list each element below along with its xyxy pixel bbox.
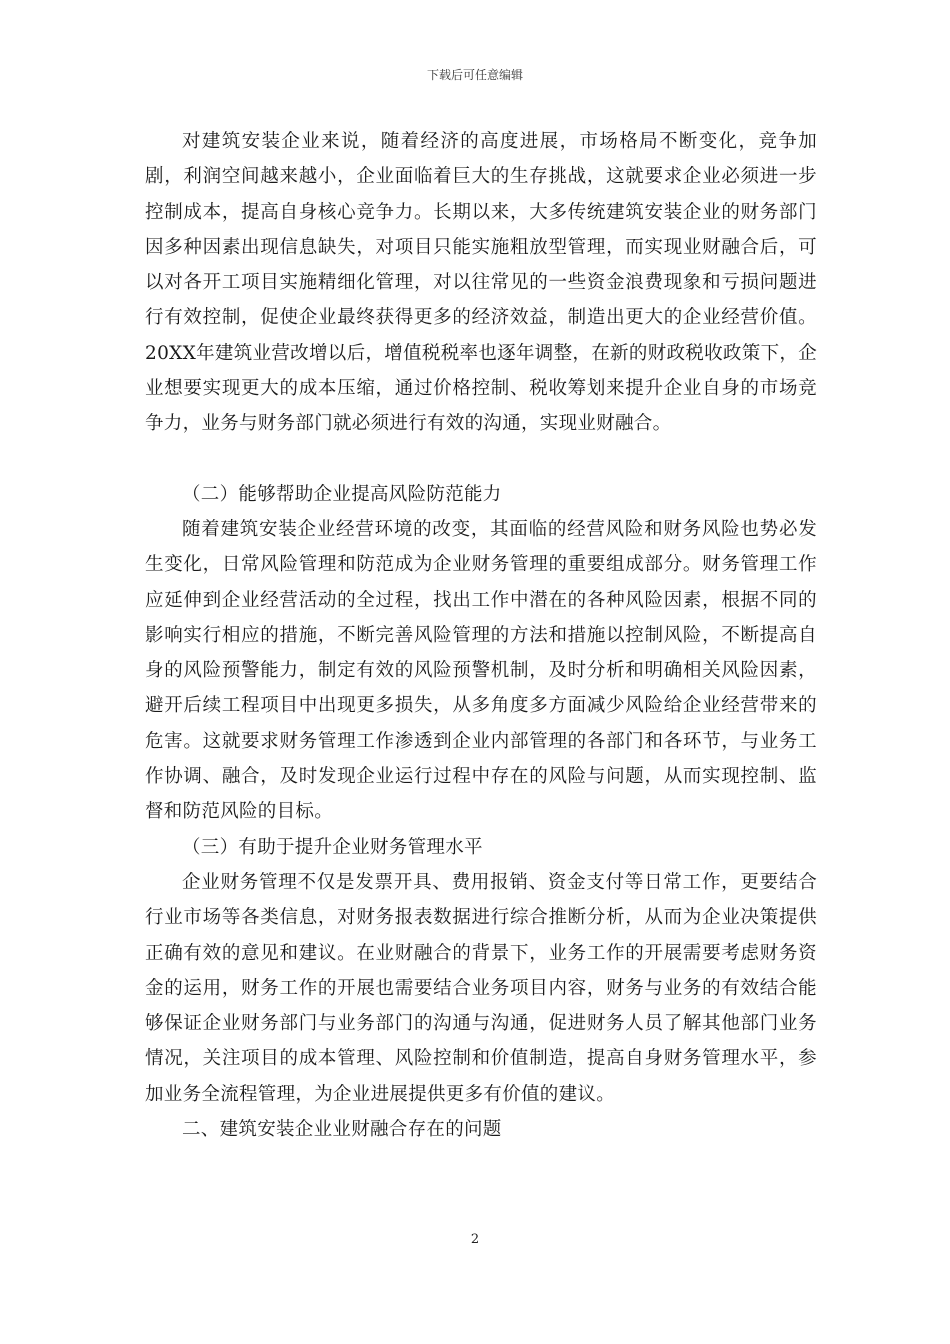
section-heading-financial-management: （三）有助于提升企业财务管理水平 xyxy=(182,836,483,858)
paragraph-cost-control: 对建筑安装企业来说，随着经济的高度进展，市场格局不断变化，竞争加剧，利润空间越来越小，企业面临着巨大的生存挑战，这就要求企业必须进一步控制成本，提高自身核心竞争力。长期以来，大多传统建筑安装企业的财务部门因多种因素出现信息缺失，对项目只能实施粗放型管理，而实现业财融合后，可以对各开工项目实施精细化管理，对以往常见的一些资金浪费现象和亏损问题进行有效控制，促使企业最终获得更多的经济效益，制造出更大的企业经营价值。20XX年建筑业营改增以后，增值税税率也逐年调整，在新的财政税收政策下，企业想要实现更大的成本压缩，通过价格控制、税收筹划来提升企业自身的市场竞争力，业务与财务部门就必须进行有效的沟通，实现业财融合。 xyxy=(145,131,817,435)
page-header: 下载后可任意编辑 xyxy=(426,68,523,82)
paragraph-spacer xyxy=(145,442,817,477)
section-heading-problems: 二、建筑安装企业业财融合存在的问题 xyxy=(182,1119,502,1141)
section-heading-risk-prevention: （二）能够帮助企业提高风险防范能力 xyxy=(182,483,502,505)
paragraph-financial-management: 企业财务管理不仅是发票开具、费用报销、资金支付等日常工作，更要结合行业市场等各类信息，对财务报表数据进行综合推断分析，从而为企业决策提供正确有效的意见和建议。在业财融合的背景下，业务工作的开展需要考虑财务资金的运用，财务工作的开展也需要结合业务项目内容，财务与业务的有效结合能够保证企业财务部门与业务部门的沟通与沟通，促进财务人员了解其他部门业务情况，关注项目的成本管理、风险控制和价值制造，提高自身财务管理水平，参加业务全流程管理，为企业进展提供更多有价值的建议。 xyxy=(145,871,817,1105)
document-body xyxy=(145,124,817,1147)
paragraph-risk-prevention: 随着建筑安装企业经营环境的改变，其面临的经营风险和财务风险也势必发生变化，日常风险管理和防范成为企业财务管理的重要组成部分。财务管理工作应延伸到企业经营活动的全过程，找出工作中潜在的各种风险因素，根据不同的影响实行相应的措施，不断完善风险管理的方法和措施以控制风险，不断提高自身的风险预警能力，制定有效的风险预警机制，及时分析和明确相关风险因素，避开后续工程项目中出现更多损失，从多角度多方面减少风险给企业经营带来的危害。这就要求财务管理工作渗透到企业内部管理的各部门和各环节，与业务工作协调、融合，及时发现企业运行过程中存在的风险与问题，从而实现控制、监督和防范风险的目标。 xyxy=(145,518,817,823)
page-number: 2 xyxy=(470,1232,480,1247)
